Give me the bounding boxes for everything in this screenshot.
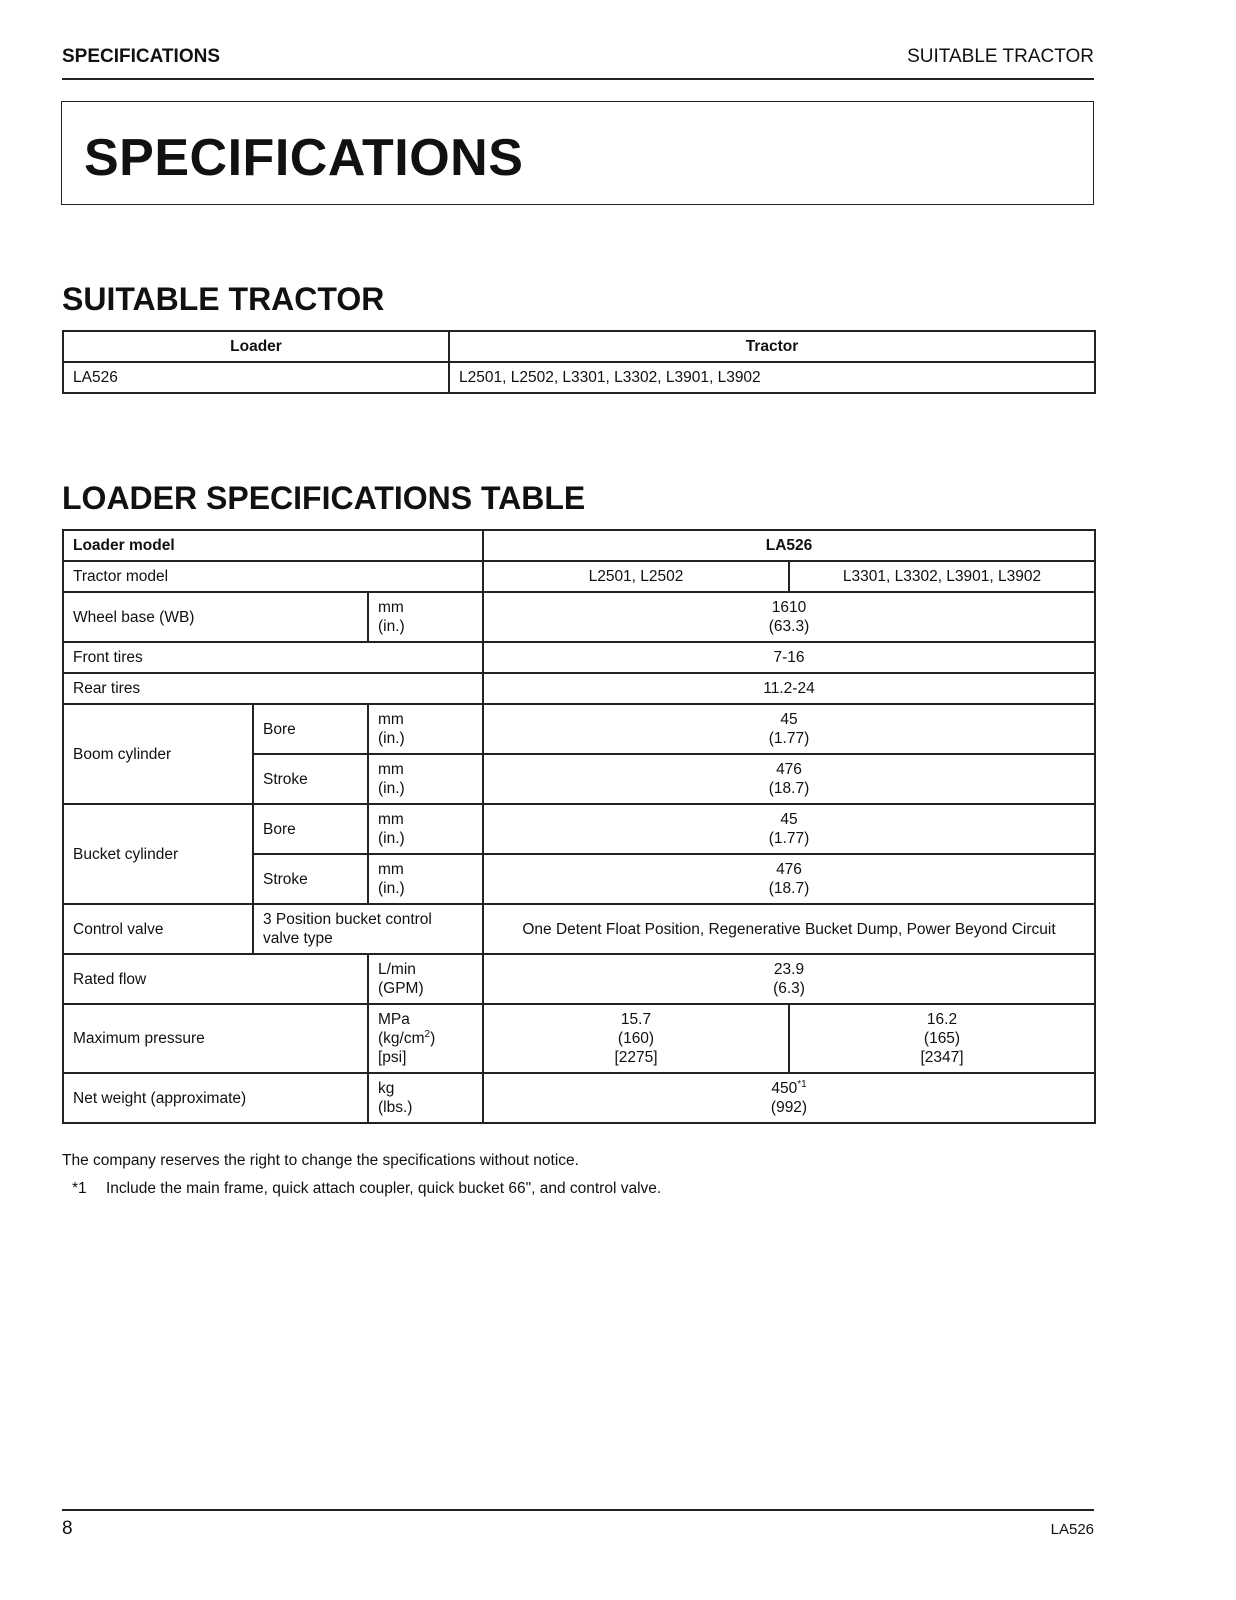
- label-bucket-bore: Bore: [253, 804, 368, 854]
- label-bucket-stroke: Stroke: [253, 854, 368, 904]
- unit-max-pressure: MPa $(kg/cm^2)$ [psi]: [368, 1004, 483, 1073]
- cell-tractor: L2501, L2502, L3301, L3302, L3901, L3902: [449, 362, 1095, 393]
- value-rear-tires: 11.2-24: [483, 673, 1095, 704]
- running-header-section: SPECIFICATIONS: [62, 46, 220, 67]
- unit-bucket-stroke: mm (in.): [368, 854, 483, 904]
- value-tractor-model-b: L3301, L3302, L3901, L3902: [789, 561, 1095, 592]
- row-net-weight: [63, 1073, 1095, 1123]
- footnote-1: [72, 1180, 661, 1198]
- value-boom-stroke: 476 (18.7): [483, 754, 1095, 804]
- running-header-topic: SUITABLE TRACTOR: [907, 46, 1094, 67]
- label-bucket-cylinder: Bucket cylinder: [63, 804, 253, 904]
- value-bucket-bore: 45 (1.77): [483, 804, 1095, 854]
- section-title-loader-specs: LOADER SPECIFICATIONS TABLE: [62, 480, 586, 516]
- label-boom-cylinder: Boom cylinder: [63, 704, 253, 804]
- label-loader-model: Loader model: [63, 530, 483, 561]
- section-title-suitable-tractor: SUITABLE TRACTOR: [62, 281, 385, 317]
- running-header: [62, 44, 1094, 80]
- label-control-valve: Control valve: [63, 904, 253, 954]
- label-rated-flow: Rated flow: [63, 954, 368, 1004]
- cell-loader: LA526: [63, 362, 449, 393]
- row-wheel-base: [63, 592, 1095, 642]
- value-net-weight: 450$^{*1}$ (992): [483, 1073, 1095, 1123]
- loader-specifications-table: [62, 529, 1096, 1124]
- unit-net-weight: kg (lbs.): [368, 1073, 483, 1123]
- footnote-ref: *1: [797, 1078, 807, 1090]
- label-max-pressure: Maximum pressure: [63, 1004, 368, 1073]
- row-loader-model: [63, 530, 1095, 561]
- label-wheel-base: Wheel base (WB): [63, 592, 368, 642]
- label-tractor-model: Tractor model: [63, 561, 483, 592]
- row-control-valve: [63, 904, 1095, 954]
- unit-boom-bore: mm (in.): [368, 704, 483, 754]
- header-tractor: Tractor: [449, 331, 1095, 362]
- chapter-title-box: [61, 101, 1094, 205]
- label-net-weight: Net weight (approximate): [63, 1073, 368, 1123]
- unit-boom-stroke: mm (in.): [368, 754, 483, 804]
- row-tractor-model: [63, 561, 1095, 592]
- row-rated-flow: [63, 954, 1095, 1004]
- value-rated-flow: 23.9 (6.3): [483, 954, 1095, 1004]
- row-front-tires: [63, 642, 1095, 673]
- row-bucket-bore: [63, 804, 1095, 854]
- value-boom-bore: 45 (1.77): [483, 704, 1095, 754]
- value-front-tires: 7-16: [483, 642, 1095, 673]
- table-header-row: [63, 331, 1095, 362]
- row-boom-bore: [63, 704, 1095, 754]
- value-max-pressure-a: 15.7 (160) [2275]: [483, 1004, 789, 1073]
- value-tractor-model-a: L2501, L2502: [483, 561, 789, 592]
- suitable-tractor-table: [62, 330, 1096, 394]
- label-boom-bore: Bore: [253, 704, 368, 754]
- disclaimer-note: The company reserves the right to change the specifications without notice.: [62, 1152, 579, 1169]
- footer-rule: [62, 1509, 1094, 1511]
- unit-wheel-base: mm (in.): [368, 592, 483, 642]
- table-row: [63, 362, 1095, 393]
- unit-rated-flow: L/min (GPM): [368, 954, 483, 1004]
- row-max-pressure: [63, 1004, 1095, 1073]
- unit-bucket-bore: mm (in.): [368, 804, 483, 854]
- footnote-text: Include the main frame, quick attach coupler, quick bucket 66", and control valve.: [106, 1180, 662, 1197]
- value-loader-model: LA526: [483, 530, 1095, 561]
- label-boom-stroke: Stroke: [253, 754, 368, 804]
- value-wheel-base: 1610 (63.3): [483, 592, 1095, 642]
- label-front-tires: Front tires: [63, 642, 483, 673]
- value-control-valve: One Detent Float Position, Regenerative Bucket Dump, Power Beyond Circuit: [483, 904, 1095, 954]
- value-bucket-stroke: 476 (18.7): [483, 854, 1095, 904]
- value-max-pressure-b: 16.2 (165) [2347]: [789, 1004, 1095, 1073]
- row-rear-tires: [63, 673, 1095, 704]
- label-rear-tires: Rear tires: [63, 673, 483, 704]
- control-valve-type: 3 Position bucket control valve type: [253, 904, 483, 954]
- header-loader: Loader: [63, 331, 449, 362]
- footnote-mark: *1: [72, 1180, 87, 1197]
- chapter-title: SPECIFICATIONS: [84, 129, 524, 187]
- page-number: 8: [62, 1518, 73, 1539]
- footer-model: LA526: [1050, 1521, 1094, 1538]
